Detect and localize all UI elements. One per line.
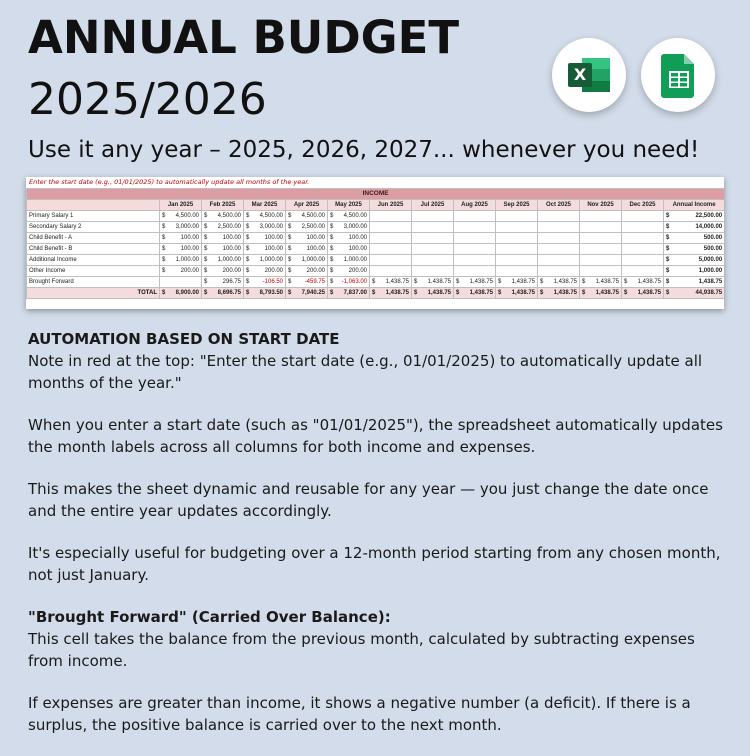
month-value-cell[interactable] — [370, 277, 412, 288]
cell-value: 3,000.00 — [343, 224, 367, 230]
month-header: Mar 2025 — [244, 200, 286, 211]
annual-income-header: Annual Income — [664, 200, 725, 211]
month-value-cell[interactable] — [622, 277, 664, 288]
cell-value: 2,500.00 — [217, 224, 241, 230]
month-value-cell[interactable] — [412, 233, 454, 244]
month-value-cell[interactable] — [328, 233, 370, 244]
month-value-cell[interactable] — [244, 266, 286, 277]
currency-symbol: $ — [330, 224, 334, 230]
annual-value-cell[interactable] — [664, 233, 725, 244]
currency-symbol: $ — [204, 268, 208, 274]
cell-value: -1,063.00 — [341, 279, 367, 285]
currency-symbol: $ — [204, 246, 208, 252]
annual-value-cell[interactable] — [664, 255, 725, 266]
currency-symbol: $ — [204, 290, 208, 296]
paragraph-start-date: When you enter a start date (such as "01/01/2025"), the spreadsheet automatically updates the month labels across all columns for both income and expenses. — [28, 416, 723, 456]
month-header: Jul 2025 — [412, 200, 454, 211]
currency-symbol: $ — [204, 257, 208, 263]
income-section-title: INCOME — [27, 189, 725, 200]
currency-symbol: $ — [330, 290, 334, 296]
currency-symbol: $ — [330, 257, 334, 263]
cell-value: 1,438.75 — [385, 290, 409, 296]
month-header: Nov 2025 — [580, 200, 622, 211]
total-annual-cell[interactable] — [664, 288, 725, 299]
paragraph-deficit: If expenses are greater than income, it shows a negative number (a deficit). If there is a surplus, the positive balance is carried over to the next month. — [28, 694, 691, 734]
cell-value: 100.00 — [348, 246, 367, 252]
currency-symbol: $ — [624, 290, 628, 296]
month-value-cell[interactable] — [202, 222, 244, 233]
annual-value-cell[interactable] — [664, 222, 725, 233]
cell-value: 200.00 — [264, 268, 283, 274]
page-title: ANNUAL BUDGET — [28, 11, 460, 64]
month-value-cell[interactable] — [538, 266, 580, 277]
cell-value: 1,438.75 — [427, 290, 451, 296]
currency-symbol: $ — [330, 246, 334, 252]
currency-symbol: $ — [246, 235, 250, 241]
row-label[interactable]: Brought Forward — [27, 277, 160, 288]
total-value-cell[interactable] — [328, 288, 370, 299]
month-value-cell[interactable] — [286, 277, 328, 288]
month-value-cell[interactable] — [328, 222, 370, 233]
month-value-cell[interactable] — [622, 255, 664, 266]
month-value-cell[interactable] — [370, 233, 412, 244]
table-row — [27, 266, 725, 277]
month-header: Oct 2025 — [538, 200, 580, 211]
row-label[interactable]: Other Income — [27, 266, 160, 277]
label-header-cell — [27, 200, 160, 211]
cell-value: 1,000.00 — [301, 257, 325, 263]
cell-value: 5,000.00 — [698, 257, 723, 263]
month-value-cell[interactable] — [496, 222, 538, 233]
currency-symbol: $ — [456, 290, 460, 296]
row-label[interactable]: Secondary Salary 2 — [27, 222, 160, 233]
paragraph-dynamic: This makes the sheet dynamic and reusable for any year — you just change the date once and the entire year updates accordingly. — [28, 480, 709, 520]
month-value-cell[interactable] — [538, 211, 580, 222]
cell-value: 100.00 — [180, 235, 199, 241]
month-value-cell[interactable] — [160, 222, 202, 233]
month-header: Dec 2025 — [622, 200, 664, 211]
month-value-cell[interactable] — [622, 266, 664, 277]
cell-value: 3,000.00 — [259, 224, 283, 230]
cell-value: 4,500.00 — [217, 213, 241, 219]
total-value-cell[interactable] — [538, 288, 580, 299]
cell-value: 4,500.00 — [259, 213, 283, 219]
month-value-cell[interactable] — [202, 244, 244, 255]
month-value-cell[interactable] — [538, 244, 580, 255]
month-value-cell[interactable] — [160, 255, 202, 266]
row-label[interactable]: Child Benefit - B — [27, 244, 160, 255]
month-value-cell[interactable] — [454, 211, 496, 222]
month-header: Aug 2025 — [454, 200, 496, 211]
month-value-cell[interactable] — [454, 222, 496, 233]
month-value-cell[interactable] — [412, 211, 454, 222]
currency-symbol: $ — [162, 235, 166, 241]
currency-symbol: $ — [204, 224, 208, 230]
cell-value: 1,438.75 — [511, 279, 535, 285]
heading-automation: AUTOMATION BASED ON START DATE — [28, 330, 340, 348]
currency-symbol: $ — [330, 213, 334, 219]
month-value-cell[interactable] — [286, 244, 328, 255]
cell-value: 44,938.75 — [695, 290, 723, 296]
currency-symbol: $ — [288, 290, 292, 296]
cell-value: 1,438.75 — [553, 279, 577, 285]
cell-value: 14,000.00 — [695, 224, 723, 230]
cell-value: 8,696.75 — [217, 290, 241, 296]
cell-value: 1,438.75 — [595, 290, 619, 296]
month-value-cell[interactable] — [160, 266, 202, 277]
cell-value: 1,438.75 — [637, 290, 661, 296]
cell-value: 1,000.00 — [217, 257, 241, 263]
month-value-cell[interactable] — [622, 233, 664, 244]
month-value-cell[interactable] — [454, 277, 496, 288]
month-value-cell[interactable] — [286, 266, 328, 277]
month-value-cell[interactable] — [622, 244, 664, 255]
currency-symbol: $ — [246, 213, 250, 219]
month-value-cell[interactable] — [286, 255, 328, 266]
cell-value: 1,438.75 — [511, 290, 535, 296]
currency-symbol: $ — [498, 279, 502, 285]
cell-value: 100.00 — [222, 235, 241, 241]
cell-value: 3,000.00 — [175, 224, 199, 230]
cell-value: 1,438.75 — [385, 279, 409, 285]
currency-symbol: $ — [288, 268, 292, 274]
table-row — [27, 255, 725, 266]
month-value-cell[interactable] — [328, 266, 370, 277]
month-value-cell[interactable] — [454, 255, 496, 266]
month-value-cell[interactable] — [496, 266, 538, 277]
total-value-cell[interactable] — [580, 288, 622, 299]
cell-value: 500.00 — [703, 235, 723, 241]
month-value-cell[interactable] — [580, 222, 622, 233]
currency-symbol: $ — [246, 246, 250, 252]
total-value-cell[interactable] — [286, 288, 328, 299]
cell-value: 1,438.75 — [427, 279, 451, 285]
currency-symbol: $ — [372, 290, 376, 296]
month-value-cell[interactable] — [580, 211, 622, 222]
month-value-cell[interactable] — [580, 255, 622, 266]
month-value-cell[interactable] — [328, 277, 370, 288]
annual-value-cell[interactable] — [664, 244, 725, 255]
cell-value: 296.75 — [222, 279, 241, 285]
month-value-cell[interactable] — [496, 277, 538, 288]
month-value-cell[interactable] — [454, 266, 496, 277]
currency-symbol: $ — [330, 279, 334, 285]
cell-value: 200.00 — [306, 268, 325, 274]
month-value-cell[interactable] — [202, 233, 244, 244]
month-value-cell[interactable] — [370, 244, 412, 255]
month-header: Jan 2025 — [160, 200, 202, 211]
cell-value: -106.50 — [262, 279, 283, 285]
cell-value: 1,438.75 — [469, 290, 493, 296]
month-value-cell[interactable] — [538, 233, 580, 244]
cell-value: 1,438.75 — [595, 279, 619, 285]
currency-symbol: $ — [666, 290, 670, 296]
currency-symbol: $ — [162, 224, 166, 230]
cell-value: 200.00 — [222, 268, 241, 274]
currency-symbol: $ — [582, 279, 586, 285]
currency-symbol: $ — [372, 279, 376, 285]
currency-symbol: $ — [288, 235, 292, 241]
cell-value: 7,940.25 — [301, 290, 325, 296]
excel-icon — [552, 38, 626, 112]
currency-symbol: $ — [666, 246, 670, 252]
total-value-cell[interactable] — [454, 288, 496, 299]
month-value-cell[interactable] — [286, 233, 328, 244]
month-value-cell[interactable] — [370, 266, 412, 277]
currency-symbol: $ — [540, 279, 544, 285]
cell-value: 8,793.50 — [259, 290, 283, 296]
currency-symbol: $ — [204, 235, 208, 241]
month-value-cell[interactable] — [202, 277, 244, 288]
currency-symbol: $ — [288, 213, 292, 219]
currency-symbol: $ — [162, 268, 166, 274]
month-value-cell[interactable] — [244, 222, 286, 233]
table-row — [27, 233, 725, 244]
month-value-cell[interactable] — [412, 277, 454, 288]
cell-value: 1,000.00 — [259, 257, 283, 263]
month-value-cell[interactable] — [580, 244, 622, 255]
currency-symbol: $ — [288, 279, 292, 285]
month-value-cell[interactable] — [160, 211, 202, 222]
month-value-cell[interactable] — [454, 244, 496, 255]
row-label[interactable]: Primary Salary 1 — [27, 211, 160, 222]
month-value-cell[interactable] — [538, 255, 580, 266]
currency-symbol: $ — [288, 246, 292, 252]
month-value-cell[interactable] — [202, 211, 244, 222]
month-value-cell[interactable] — [412, 255, 454, 266]
month-value-cell[interactable] — [580, 266, 622, 277]
month-value-cell[interactable] — [328, 244, 370, 255]
currency-symbol: $ — [498, 290, 502, 296]
currency-symbol: $ — [246, 224, 250, 230]
cell-value: 1,438.75 — [637, 279, 661, 285]
currency-symbol: $ — [414, 279, 418, 285]
month-value-cell[interactable] — [496, 244, 538, 255]
google-sheets-icon — [641, 38, 715, 112]
total-value-cell[interactable] — [202, 288, 244, 299]
month-header: Feb 2025 — [202, 200, 244, 211]
cell-value: 200.00 — [348, 268, 367, 274]
cell-value: 22,500.00 — [695, 213, 723, 219]
currency-symbol: $ — [204, 279, 208, 285]
cell-value: 100.00 — [264, 246, 283, 252]
total-value-cell[interactable] — [622, 288, 664, 299]
cell-value: 200.00 — [180, 268, 199, 274]
month-value-cell[interactable] — [412, 244, 454, 255]
page-subtitle: Use it any year – 2025, 2026, 2027... whenever you need! — [28, 137, 700, 163]
total-row — [27, 288, 725, 299]
month-value-cell[interactable] — [622, 211, 664, 222]
currency-symbol: $ — [666, 213, 670, 219]
month-value-cell[interactable] — [370, 222, 412, 233]
month-value-cell[interactable] — [244, 277, 286, 288]
cell-value: 100.00 — [306, 235, 325, 241]
month-value-cell[interactable] — [370, 211, 412, 222]
paragraph-12-month: It's especially useful for budgeting over a 12-month period starting from any chosen month, not just January. — [28, 544, 721, 584]
page-title-year: 2025/2026 — [28, 74, 267, 125]
month-value-cell[interactable] — [538, 222, 580, 233]
income-table — [26, 188, 724, 299]
table-row — [27, 244, 725, 255]
total-value-cell[interactable] — [160, 288, 202, 299]
currency-symbol: $ — [162, 257, 166, 263]
currency-symbol: $ — [624, 279, 628, 285]
month-value-cell[interactable] — [286, 222, 328, 233]
currency-symbol: $ — [330, 268, 334, 274]
annual-value-cell[interactable] — [664, 211, 725, 222]
annual-value-cell[interactable] — [664, 277, 725, 288]
cell-value: 4,500.00 — [301, 213, 325, 219]
currency-symbol: $ — [246, 268, 250, 274]
row-label[interactable]: Additional Income — [27, 255, 160, 266]
month-value-cell[interactable] — [580, 277, 622, 288]
currency-symbol: $ — [162, 246, 166, 252]
total-value-cell[interactable] — [370, 288, 412, 299]
cell-value: -459.75 — [304, 279, 325, 285]
month-value-cell[interactable] — [412, 266, 454, 277]
total-value-cell[interactable] — [244, 288, 286, 299]
cell-value: 100.00 — [306, 246, 325, 252]
currency-symbol: $ — [288, 224, 292, 230]
cell-value: 500.00 — [703, 246, 723, 252]
month-value-cell[interactable] — [370, 255, 412, 266]
cell-value: 100.00 — [222, 246, 241, 252]
cell-value: 1,438.75 — [469, 279, 493, 285]
cell-value: 1,000.00 — [698, 268, 723, 274]
annual-value-cell[interactable] — [664, 266, 725, 277]
start-date-note: Enter the start date (e.g., 01/01/2025) to automatically update all months of the year. — [29, 178, 310, 186]
month-value-cell[interactable] — [412, 222, 454, 233]
total-value-cell[interactable] — [496, 288, 538, 299]
currency-symbol: $ — [666, 257, 670, 263]
currency-symbol: $ — [246, 290, 250, 296]
table-row — [27, 222, 725, 233]
currency-symbol: $ — [204, 213, 208, 219]
cell-value: 8,900.00 — [175, 290, 199, 296]
month-value-cell[interactable] — [286, 211, 328, 222]
currency-symbol: $ — [246, 279, 250, 285]
cell-value: 100.00 — [348, 235, 367, 241]
total-value-cell[interactable] — [412, 288, 454, 299]
cell-value: 1,000.00 — [343, 257, 367, 263]
month-value-cell[interactable] — [496, 233, 538, 244]
month-value-cell[interactable] — [622, 222, 664, 233]
month-value-cell[interactable] — [244, 233, 286, 244]
month-value-cell[interactable] — [160, 244, 202, 255]
total-label: TOTAL — [27, 288, 160, 299]
month-header: Jun 2025 — [370, 200, 412, 211]
currency-symbol: $ — [456, 279, 460, 285]
cell-value: 4,500.00 — [175, 213, 199, 219]
spreadsheet-preview — [26, 177, 724, 309]
month-value-cell[interactable] — [160, 233, 202, 244]
currency-symbol: $ — [666, 268, 670, 274]
cell-value: 2,500.00 — [301, 224, 325, 230]
month-value-cell[interactable] — [244, 211, 286, 222]
month-value-cell[interactable] — [244, 255, 286, 266]
month-value-cell[interactable] — [160, 277, 202, 288]
paragraph-balance: This cell takes the balance from the previous month, calculated by subtracting expenses from income. — [28, 630, 695, 670]
month-value-cell[interactable] — [454, 233, 496, 244]
currency-symbol: $ — [246, 257, 250, 263]
currency-symbol: $ — [666, 235, 670, 241]
month-value-cell[interactable] — [496, 211, 538, 222]
currency-symbol: $ — [288, 257, 292, 263]
month-value-cell[interactable] — [202, 266, 244, 277]
row-label[interactable]: Child Benefit - A — [27, 233, 160, 244]
currency-symbol: $ — [162, 213, 166, 219]
table-row — [27, 277, 725, 288]
month-value-cell[interactable] — [328, 211, 370, 222]
table-row — [27, 211, 725, 222]
cell-value: 4,500.00 — [343, 213, 367, 219]
cell-value: 1,438.75 — [553, 290, 577, 296]
paragraph-note: Note in red at the top: "Enter the start date (e.g., 01/01/2025) to automatically update all months of the year." — [28, 352, 703, 392]
currency-symbol: $ — [540, 290, 544, 296]
cell-value: 100.00 — [264, 235, 283, 241]
month-header: May 2025 — [328, 200, 370, 211]
month-value-cell[interactable] — [538, 277, 580, 288]
currency-symbol: $ — [414, 290, 418, 296]
currency-symbol: $ — [582, 290, 586, 296]
month-value-cell[interactable] — [496, 255, 538, 266]
month-value-cell[interactable] — [244, 244, 286, 255]
cell-value: 7,837.00 — [343, 290, 367, 296]
currency-symbol: $ — [666, 279, 670, 285]
month-header: Apr 2025 — [286, 200, 328, 211]
month-header-row — [27, 200, 725, 211]
month-header: Sep 2025 — [496, 200, 538, 211]
cell-value: 1,438.75 — [698, 279, 723, 285]
month-value-cell[interactable] — [202, 255, 244, 266]
svg-text:X: X — [573, 65, 587, 84]
currency-symbol: $ — [330, 235, 334, 241]
currency-symbol: $ — [162, 290, 166, 296]
description — [28, 328, 728, 756]
month-value-cell[interactable] — [580, 233, 622, 244]
currency-symbol: $ — [666, 224, 670, 230]
heading-brought-forward: "Brought Forward" (Carried Over Balance): — [28, 608, 391, 626]
month-value-cell[interactable] — [328, 255, 370, 266]
cell-value: 100.00 — [180, 246, 199, 252]
cell-value: 1,000.00 — [175, 257, 199, 263]
